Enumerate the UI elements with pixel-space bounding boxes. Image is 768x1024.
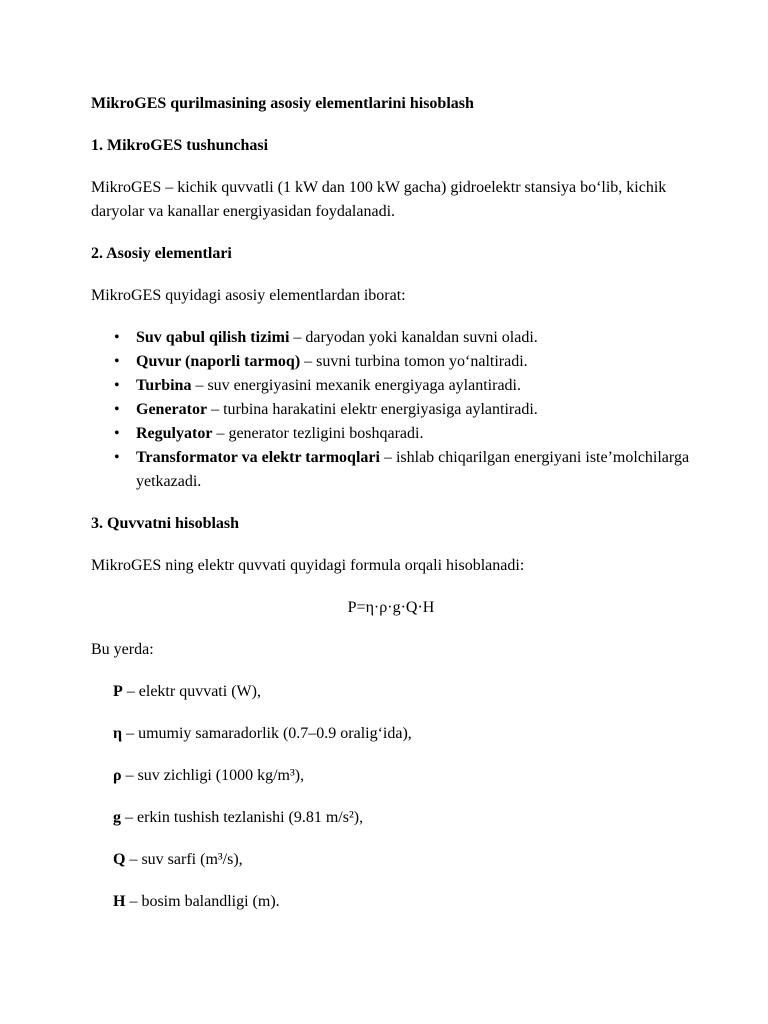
list-item-desc: – suvni turbina tomon yo‘naltiradi. <box>300 353 528 370</box>
variable-symbol: H <box>113 893 126 910</box>
where-label: Bu yerda: <box>91 641 154 658</box>
variable-desc: – suv zichligi (1000 kg/m³), <box>121 767 305 784</box>
section-2-paragraph: MikroGES quyidagi asosiy elementlardan iborat: <box>91 287 406 304</box>
bullet-icon: • <box>114 377 120 394</box>
list-item-term: Turbina <box>136 377 192 394</box>
elements-list <box>91 326 691 494</box>
list-item <box>114 326 691 350</box>
variable-symbol: g <box>113 809 121 826</box>
variable-definition <box>113 806 691 830</box>
power-formula: P=η·ρ·g·Q·H <box>347 599 435 616</box>
list-item <box>114 446 691 494</box>
variable-definition <box>113 764 691 788</box>
section-heading-3: 3. Quvvatni hisoblash <box>91 515 240 532</box>
list-item-desc: – ishlab chiqarilgan energiyani iste’molchilarga yetkazadi. <box>136 449 690 490</box>
variable-desc: – elektr quvvati (W), <box>122 683 261 700</box>
section-3-paragraph: MikroGES ning elektr quvvati quyidagi formula orqali hisoblanadi: <box>91 557 525 574</box>
list-item-term: Quvur (naporli tarmoq) <box>136 353 301 370</box>
variable-desc: – suv sarfi (m³/s), <box>125 851 243 868</box>
list-item-term: Suv qabul qilish tizimi <box>136 329 290 346</box>
variable-symbol: P <box>113 683 123 700</box>
list-item-term: Regulyator <box>136 425 213 442</box>
document-body <box>91 92 691 932</box>
variable-definition <box>113 890 691 914</box>
list-item-term: Generator <box>136 401 208 418</box>
variable-definition <box>113 680 691 704</box>
bullet-icon: • <box>114 449 120 466</box>
bullet-icon: • <box>114 353 120 370</box>
variable-desc: – erkin tushish tezlanishi (9.81 m/s²), <box>121 809 364 826</box>
bullet-icon: • <box>114 329 120 346</box>
variable-symbol: Q <box>113 851 126 868</box>
list-item <box>114 398 691 422</box>
variable-symbol: ρ <box>113 767 122 784</box>
variable-definition <box>113 722 691 746</box>
section-heading-1: 1. MikroGES tushunchasi <box>91 137 269 154</box>
list-item-term: Transformator va elektr tarmoqlari <box>136 449 380 466</box>
list-item-desc: – daryodan yoki kanaldan suvni oladi. <box>289 329 538 346</box>
variable-desc: – umumiy samaradorlik (0.7–0.9 oralig‘ida), <box>122 725 412 742</box>
list-item-desc: – suv energiyasini mexanik energiyaga aylantiradi. <box>191 377 521 394</box>
variable-desc: – bosim balandligi (m). <box>125 893 280 910</box>
variable-definition <box>113 848 691 872</box>
list-item <box>114 350 691 374</box>
bullet-icon: • <box>114 425 120 442</box>
section-heading-2: 2. Asosiy elementlari <box>91 245 232 262</box>
list-item-desc: – generator tezligini boshqaradi. <box>212 425 424 442</box>
document-title: MikroGES qurilmasining asosiy elementlarini hisoblash <box>91 95 474 112</box>
bullet-icon: • <box>114 401 120 418</box>
list-item <box>114 374 691 398</box>
list-item-desc: – turbina harakatini elektr energiyasiga aylantiradi. <box>207 401 538 418</box>
list-item <box>114 422 691 446</box>
variable-symbol: η <box>113 725 123 742</box>
section-1-paragraph: MikroGES – kichik quvvatli (1 kW dan 100 kW gacha) gidroelektr stansiya bo‘lib, kichik daryolar va kanallar energiyasidan foydalanadi. <box>91 179 667 220</box>
